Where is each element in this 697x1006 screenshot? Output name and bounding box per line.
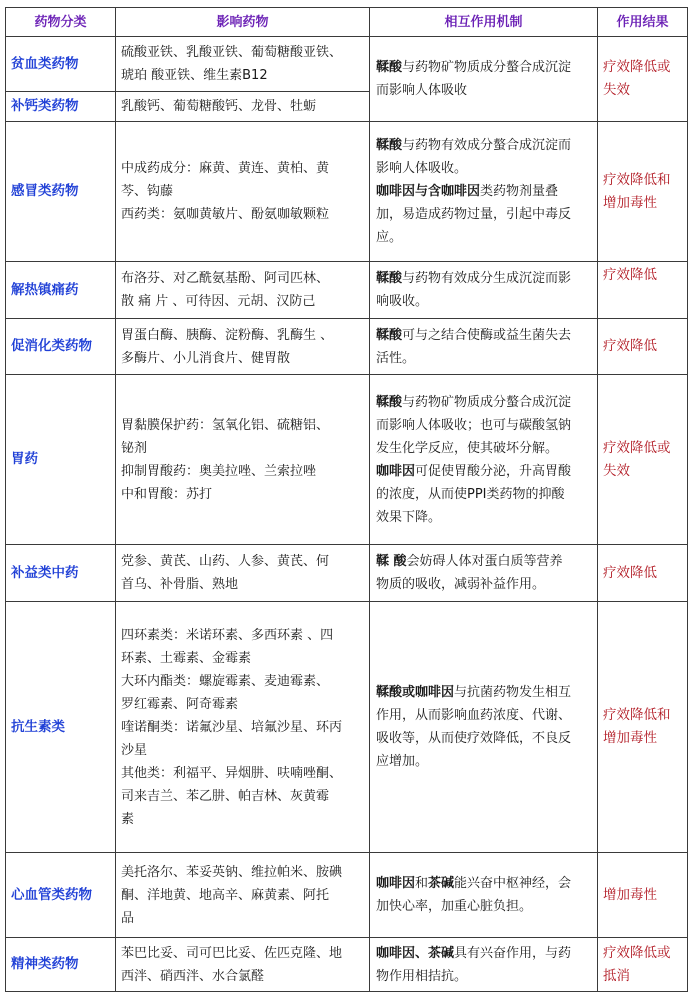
mechanism-text: 加，易造成药物过量，引起中毒反 [376,207,572,222]
table-header-row [6,8,688,37]
mechanism-text: 响吸收。 [376,294,429,309]
result-line: 增加毒性 [603,730,657,746]
drugs-cell [116,122,370,262]
drug-line: 苯巴比妥、司可巴比妥、佐匹克隆、地 [121,945,343,961]
result-line: 疗效降低 [603,564,657,581]
category-cell: 补益类中药 [6,545,116,602]
drug-line: 党参、黄芪、山药、人参、黄芪、何 [121,554,330,569]
mechanism-cell [370,262,598,319]
drug-line: 铋剂 [121,440,148,456]
drug-interaction-table [5,7,688,992]
mechanism-cell [370,545,598,602]
table-row [6,122,688,262]
drug-line: 大环内酯类：螺旋霉素、麦迪霉素、 [121,673,330,689]
result-line: 增加毒性 [603,194,657,211]
category-cell: 感冒类药物 [6,122,116,262]
mechanism-cell [370,853,598,938]
category-cell: 抗生素类 [6,602,116,853]
drug-line: 中成药成分：麻黄、黄连、黄柏、黄 [121,161,330,176]
mechanism-text: 的浓度，从而使PPI类药物的抑酸 [376,486,565,502]
mechanism-text: 应。 [376,230,403,245]
mechanism-text: 具有兴奋作用，与药 [454,945,572,961]
header-category: 药物分类 [6,8,116,37]
category-cell: 解热镇痛药 [6,262,116,319]
result-line: 疗效降低或 [603,944,671,961]
mechanism-text: 和 [415,876,429,891]
mechanism-text: 与药物矿物质成分螯合成沉淀 [402,60,572,75]
mechanism-keyword: 鞣酸或咖啡因 [376,685,455,700]
mechanism-cell [370,375,598,545]
drug-line: 多酶片、小儿消食片、健胃散 [121,350,291,366]
result-line: 疗效降低或 [603,439,671,456]
drug-line: 乳酸钙、葡萄糖酸钙、龙骨、牡蛎 [121,99,317,114]
mechanism-keyword: 鞣 酸 [376,554,407,569]
drugs-cell [116,375,370,545]
mechanism-text: 能兴奋中枢神经，会 [454,876,572,891]
mechanism-cell [370,602,598,853]
mechanism-keyword: 鞣酸 [376,60,403,75]
result-line: 疗效降低和 [603,707,671,723]
result-cell [598,938,688,992]
result-cell [598,853,688,938]
mechanism-cell [370,37,598,122]
mechanism-text: 与药物矿物质成分螯合成沉淀 [402,394,572,410]
drug-line: 西药类：氨咖黄敏片、酚氨咖敏颗粒 [121,207,330,222]
drug-line: 布洛芬、对乙酰氨基酚、阿司匹林、 [121,271,330,286]
drugs-cell [116,262,370,319]
drug-line: 琥珀 酸亚铁、维生素B12 [121,68,268,83]
mechanism-text: 加快心率，加重心脏负担。 [376,899,533,914]
category-cell: 贫血类药物 [6,37,116,92]
drug-line: 素 [121,811,135,827]
result-cell [598,37,688,122]
category-cell: 精神类药物 [6,938,116,992]
category-cell: 胃药 [6,375,116,545]
drugs-cell [116,602,370,853]
mechanism-text: 作用，从而影响血药浓度、代谢、 [376,708,572,723]
mechanism-text: 与药物有效成分螯合成沉淀而 [402,138,572,153]
mechanism-keyword: 茶碱 [428,876,455,891]
table-row [6,602,688,853]
drug-line: 硫酸亚铁、乳酸亚铁、葡萄糖酸亚铁、 [121,45,343,60]
mechanism-text: 应增加。 [376,754,429,769]
category-cell: 促消化类药物 [6,319,116,375]
table-row [6,375,688,545]
drug-line: 散 痛 片 、可待因、元胡、汉防己 [121,294,316,309]
mechanism-keyword: 鞣酸 [376,327,403,343]
drugs-cell [116,92,370,122]
result-cell [598,602,688,853]
category-cell: 补钙类药物 [6,92,116,122]
mechanism-keyword: 鞣酸 [376,138,403,153]
header-mechanism: 相互作用机制 [370,8,598,37]
drug-line: 西泮、硝西泮、水合氯醛 [121,968,265,984]
drug-line: 四环素类：米诺环素、多西环素 、四 [121,627,334,643]
header-drugs: 影响药物 [116,8,370,37]
result-line: 增加毒性 [603,886,657,903]
drug-line: 胃黏膜保护药：氢氧化铝、硫糖铝、 [121,417,330,433]
mechanism-text: 而影响人体吸收 [376,83,468,98]
drug-line: 司来吉兰、苯乙肼、帕吉林、灰黄霉 [121,788,330,804]
category-cell: 心血管类药物 [6,853,116,938]
drug-line: 环素、土霉素、金霉素 [121,650,252,666]
drugs-cell [116,938,370,992]
mechanism-text: 类药物剂量叠 [480,184,559,199]
result-cell [598,262,688,319]
drug-line: 胃蛋白酶、胰酶、淀粉酶、乳酶生 、 [121,327,334,343]
mechanism-text: 发生化学反应，使其破坏分解。 [376,440,559,456]
drug-line: 美托洛尔、苯妥英钠、维拉帕米、胺碘 [121,864,343,880]
mechanism-text: 与抗菌药物发生相互 [454,685,572,700]
result-line: 失效 [603,462,630,479]
table-row [6,545,688,602]
mechanism-text: 而影响人体吸收；也可与碳酸氢钠 [376,417,572,433]
mechanism-text: 影响人体吸收。 [376,161,468,176]
drug-line: 品 [121,910,135,926]
mechanism-keyword: 鞣酸 [376,271,403,286]
drug-line: 罗红霉素、阿奇霉素 [121,696,239,712]
table-row [6,938,688,992]
mechanism-text: 会妨碍人体对蛋白质等营养 [406,554,563,569]
mechanism-text: 可促使胃酸分泌，升高胃酸 [415,463,572,479]
drug-line: 首乌、补骨脂、熟地 [121,577,239,592]
result-cell [598,375,688,545]
result-cell [598,319,688,375]
mechanism-text: 物作用相拮抗。 [376,968,468,984]
drugs-cell [116,37,370,92]
mechanism-text: 活性。 [376,350,416,366]
drugs-cell [116,319,370,375]
drug-line: 中和胃酸：苏打 [121,486,213,502]
mechanism-cell [370,938,598,992]
result-cell [598,545,688,602]
drugs-cell [116,853,370,938]
mechanism-text: 物质的吸收，减弱补益作用。 [376,577,546,592]
table-row [6,319,688,375]
result-line: 抵消 [603,967,630,984]
drugs-cell [116,545,370,602]
header-result: 作用结果 [598,8,688,37]
drug-line: 沙星 [121,742,148,758]
mechanism-keyword: 咖啡因 [376,876,416,891]
table-row [6,37,688,92]
mechanism-keyword: 鞣酸 [376,394,403,410]
drug-line: 抑制胃酸药：奥美拉唑、兰索拉唑 [121,463,317,479]
mechanism-text: 效果下降。 [376,509,442,525]
drug-line: 芩、钩藤 [121,184,174,199]
table-row [6,262,688,319]
result-line: 失效 [603,82,630,98]
drug-line: 喹诺酮类：诺氟沙星、培氟沙星、环丙 [121,719,343,735]
drug-line: 酮、洋地黄、地高辛、麻黄素、阿托 [121,887,330,903]
result-cell [598,122,688,262]
drug-line: 其他类：利福平、异烟肼、呋喃唑酮、 [121,765,343,781]
result-line: 疗效降低 [603,267,657,283]
mechanism-text: 吸收等，从而使疗效降低，不良反 [376,731,572,746]
mechanism-keyword: 咖啡因、茶碱 [376,945,455,961]
mechanism-cell [370,319,598,375]
mechanism-text: 可与之结合使酶或益生菌失去 [402,327,572,343]
mechanism-text: 与药物有效成分生成沉淀而影 [402,271,572,286]
mechanism-keyword: 咖啡因与含咖啡因 [376,184,481,199]
mechanism-keyword: 咖啡因 [376,463,416,479]
table-row [6,853,688,938]
result-line: 疗效降低和 [603,171,671,188]
mechanism-cell [370,122,598,262]
result-line: 疗效降低 [603,338,657,354]
result-line: 疗效降低或 [603,59,671,75]
